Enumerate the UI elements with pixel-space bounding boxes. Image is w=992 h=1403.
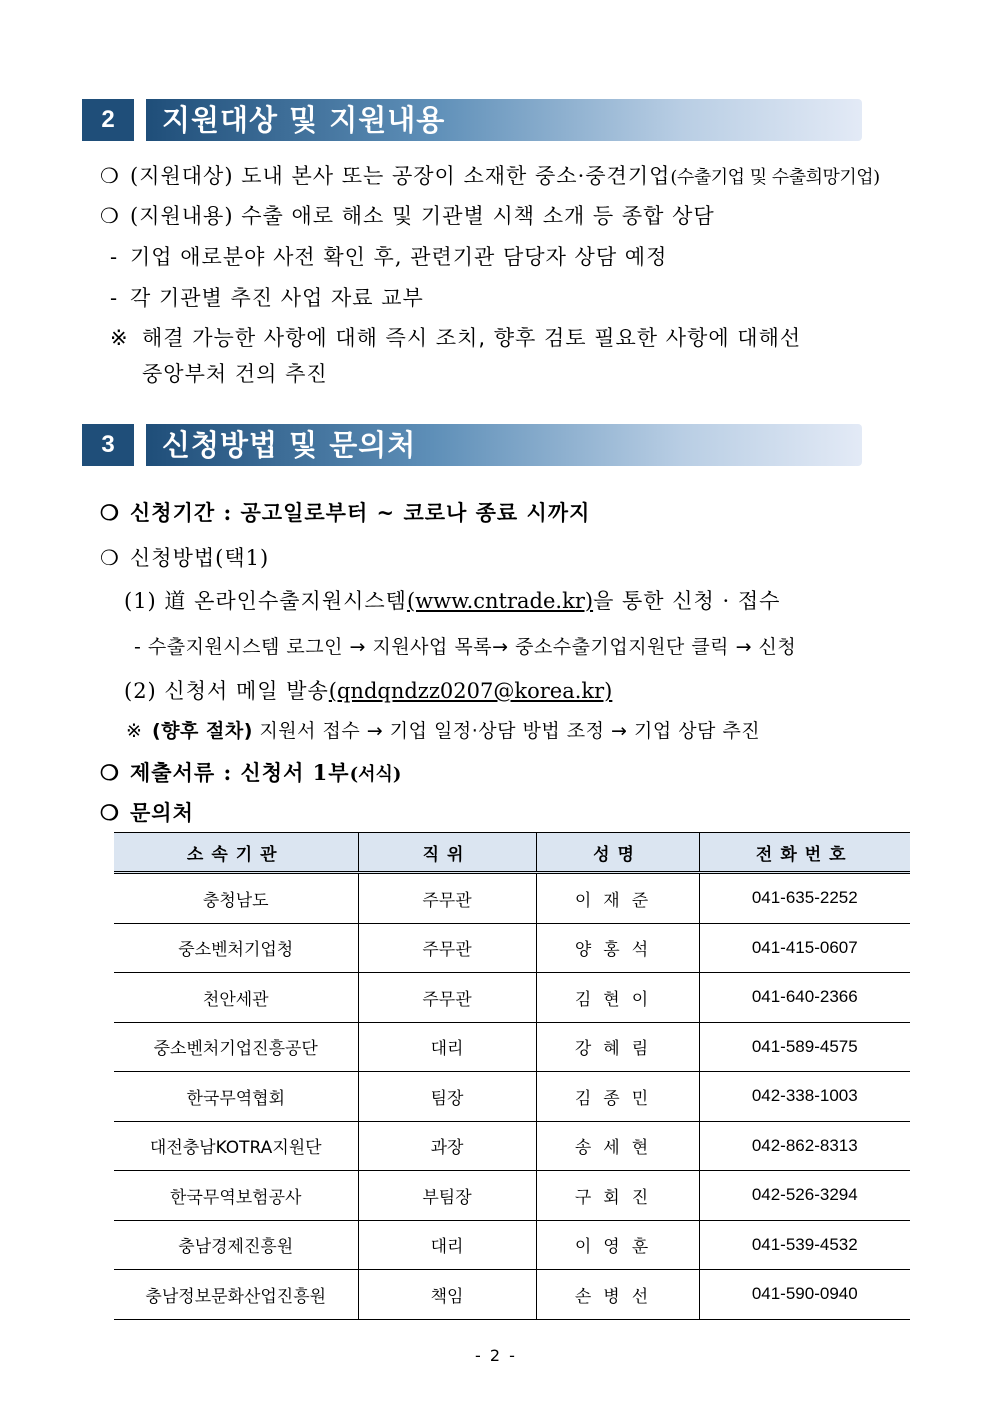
cell-organization: 대전충남KOTRA지원단 bbox=[114, 1121, 358, 1171]
option-1-suffix: 을 통한 신청 · 접수 bbox=[593, 589, 781, 613]
section-number: 3 bbox=[82, 424, 134, 466]
sub-item bbox=[110, 282, 424, 312]
cell-name: 송세현 bbox=[536, 1121, 699, 1171]
followup-procedure bbox=[126, 716, 760, 743]
support-content-text: (지원내용) 수출 애로 해소 및 기관별 시책 소개 등 종합 상담 bbox=[130, 204, 715, 228]
application-method-text: 신청방법(택1) bbox=[130, 546, 270, 570]
dash-marker: - bbox=[110, 286, 119, 310]
cell-name: 양홍석 bbox=[536, 923, 699, 973]
cell-organization: 중소벤처기업청 bbox=[114, 923, 358, 973]
cell-phone: 042-338-1003 bbox=[699, 1072, 910, 1122]
table-row bbox=[114, 1072, 910, 1122]
page-number: - 2 - bbox=[475, 1346, 517, 1365]
support-target-item bbox=[100, 160, 880, 190]
contacts-table bbox=[114, 832, 910, 1320]
application-period-text: 신청기간 : 공고일로부터 ~ 코로나 종료 시까지 bbox=[130, 500, 591, 525]
table-row bbox=[114, 1022, 910, 1072]
table-row bbox=[114, 1121, 910, 1171]
cell-position: 주무관 bbox=[358, 923, 536, 973]
cell-name: 김현이 bbox=[536, 973, 699, 1023]
reference-mark-icon: ※ bbox=[126, 720, 143, 742]
cell-phone: 041-539-4532 bbox=[699, 1220, 910, 1270]
cell-phone: 041-640-2366 bbox=[699, 973, 910, 1023]
section-title: 신청방법 및 문의처 bbox=[162, 428, 417, 462]
cell-position: 대리 bbox=[358, 1022, 536, 1072]
section-number: 2 bbox=[82, 99, 134, 141]
section-3-header bbox=[82, 424, 862, 466]
sub-item-text: 각 기관별 추진 사업 자료 교부 bbox=[130, 286, 424, 310]
bullet-circle-icon: ❍ bbox=[100, 500, 120, 525]
contact-heading-text: 문의처 bbox=[130, 800, 194, 825]
section-title: 지원대상 및 지원내용 bbox=[162, 103, 446, 137]
contact-heading bbox=[100, 797, 194, 827]
cntrade-link[interactable]: (www.cntrade.kr) bbox=[406, 589, 594, 613]
cell-name: 이재준 bbox=[536, 873, 699, 924]
table-row bbox=[114, 923, 910, 973]
dash-marker: - bbox=[110, 245, 119, 269]
bullet-circle-icon: ❍ bbox=[100, 760, 120, 785]
header-position: 직위 bbox=[358, 833, 536, 873]
cell-phone: 041-589-4575 bbox=[699, 1022, 910, 1072]
header-phone: 전화번호 bbox=[699, 833, 910, 873]
cell-name: 손병선 bbox=[536, 1270, 699, 1320]
cell-organization: 한국무역협회 bbox=[114, 1072, 358, 1122]
note-text: 해결 가능한 사항에 대해 즉시 조치, 향후 검토 필요한 사항에 대해선 bbox=[142, 326, 802, 350]
note-line-2: 중앙부처 건의 추진 bbox=[142, 362, 328, 386]
bullet-circle-icon: ❍ bbox=[100, 800, 120, 825]
bullet-circle-icon: ❍ bbox=[100, 164, 120, 188]
cell-organization: 중소벤처기업진흥공단 bbox=[114, 1022, 358, 1072]
application-period bbox=[100, 497, 590, 527]
sub-item bbox=[110, 241, 667, 271]
cell-name: 구회진 bbox=[536, 1171, 699, 1221]
cell-organization: 충남정보문화산업진흥원 bbox=[114, 1270, 358, 1320]
bullet-circle-icon: ❍ bbox=[100, 546, 120, 570]
option-1-steps: - 수출지원시스템 로그인 → 지원사업 목록→ 중소수출기업지원단 클릭 → 신청 bbox=[134, 636, 797, 658]
cell-organization: 충청남도 bbox=[114, 873, 358, 924]
table-row bbox=[114, 1171, 910, 1221]
reference-mark-icon: ※ bbox=[110, 326, 129, 350]
cell-phone: 041-415-0607 bbox=[699, 923, 910, 973]
bullet-circle-icon: ❍ bbox=[100, 204, 120, 228]
table-row bbox=[114, 973, 910, 1023]
cell-position: 대리 bbox=[358, 1220, 536, 1270]
cell-position: 주무관 bbox=[358, 973, 536, 1023]
followup-label: (향후 절차) bbox=[152, 720, 253, 742]
cell-phone: 041-635-2252 bbox=[699, 873, 910, 924]
cell-organization: 천안세관 bbox=[114, 973, 358, 1023]
cell-name: 이영훈 bbox=[536, 1220, 699, 1270]
support-target-text: (지원대상) 도내 본사 또는 공장이 소재한 중소·중견기업 bbox=[130, 164, 671, 188]
table-row bbox=[114, 873, 910, 924]
sub-item-text: 기업 애로분야 사전 확인 후, 관련기관 담당자 상담 예정 bbox=[130, 245, 668, 269]
required-documents bbox=[100, 757, 401, 787]
header-name: 성명 bbox=[536, 833, 699, 873]
followup-text: 지원서 접수 → 기업 일정·상담 방법 조정 → 기업 상담 추진 bbox=[259, 720, 761, 742]
support-target-note: (수출기업 및 수출희망기업) bbox=[670, 167, 880, 188]
method-option-1 bbox=[124, 585, 780, 615]
cell-position: 주무관 bbox=[358, 873, 536, 924]
table-header-row bbox=[114, 833, 910, 873]
cell-position: 부팀장 bbox=[358, 1171, 536, 1221]
table-row bbox=[114, 1270, 910, 1320]
required-documents-text: 제출서류 : 신청서 1부 bbox=[130, 760, 350, 785]
cell-position: 팀장 bbox=[358, 1072, 536, 1122]
table-row bbox=[114, 1220, 910, 1270]
cell-phone: 041-590-0940 bbox=[699, 1270, 910, 1320]
support-content-item bbox=[100, 200, 715, 230]
form-note: (서식) bbox=[349, 764, 402, 785]
application-method bbox=[100, 542, 269, 572]
email-link[interactable]: (qndqndzz0207@korea.kr) bbox=[328, 679, 613, 703]
header-organization: 소속기관 bbox=[114, 833, 358, 873]
cell-organization: 충남경제진흥원 bbox=[114, 1220, 358, 1270]
note-line-1 bbox=[110, 322, 801, 352]
option-1-text: (1) 道 온라인수출지원시스템 bbox=[124, 589, 407, 613]
cell-position: 과장 bbox=[358, 1121, 536, 1171]
cell-name: 강혜림 bbox=[536, 1022, 699, 1072]
cell-position: 책임 bbox=[358, 1270, 536, 1320]
cell-phone: 042-526-3294 bbox=[699, 1171, 910, 1221]
section-2-header bbox=[82, 99, 862, 141]
method-option-2 bbox=[124, 675, 612, 705]
cell-organization: 한국무역보험공사 bbox=[114, 1171, 358, 1221]
option-2-text: (2) 신청서 메일 발송 bbox=[124, 679, 329, 703]
cell-name: 김종민 bbox=[536, 1072, 699, 1122]
cell-phone: 042-862-8313 bbox=[699, 1121, 910, 1171]
